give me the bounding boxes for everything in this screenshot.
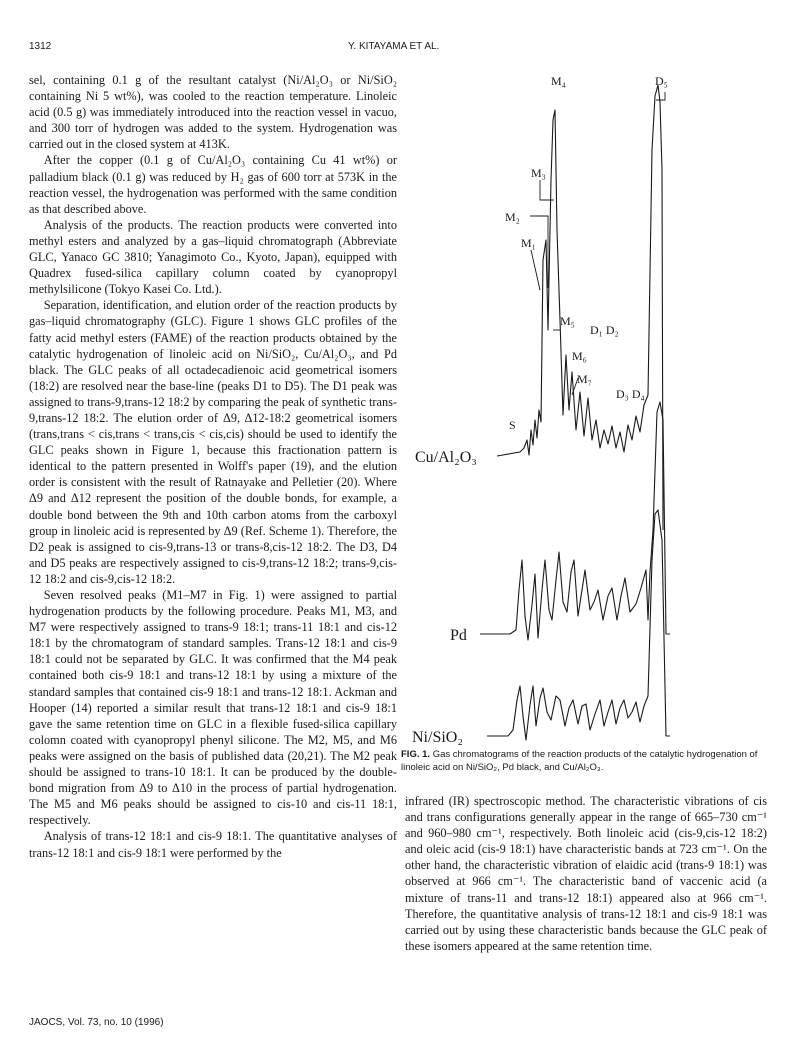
peak-label-d1-d2: D₁ D₂ (590, 323, 619, 337)
figure-caption-text: Gas chromatograms of the reaction products of the catalytic hydrogenation of linoleic acid on Ni/SiO₂, Pd black, and Cu/Al₂O₃. (401, 749, 758, 773)
paragraph: Seven resolved peaks (M1–M7 in Fig. 1) were assigned to partial hydrogenation products by the following procedure. Peaks M1, M3, and M7 were respectively assigned to trans-9 18:1; trans-11 18:1 and cis-12 18:1 by the chromatogram of standard samples. Trans-12 18:1 and cis-9 18:1 could not be separated by GLC. It was confirmed that the M4 peak contained both cis-9 18:1 and trans-12 18:1 by using a mixture of the standard samples that contained cis-9 18:1 and trans-12 18:1. Ackman and Hooper (14) reported a similar result that trans-12 18:1 and cis-9 18:1 gave the same retention time on GLC in a flexible fused-silica capillary colomn coated with cyanopropyl phenyl silicone. The M2, M5, and M6 peaks were assigned on the basis of published data (20,21). The M2 peak should be assigned to trans-10 18:1. It can be produced by the double-bond migration from Δ9 to Δ10 in the process of partial hydrogenation. The M5 and M6 peaks should be assigned to cis-10 and cis-11 18:1, respectively. (29, 588, 397, 828)
peak-label-s: S (509, 418, 516, 432)
peak-label-m6: M₆ (572, 349, 587, 363)
peak-label-m4: M₄ (551, 74, 566, 88)
journal-footer: JAOCS, Vol. 73, no. 10 (1996) (29, 1017, 164, 1028)
trace-label-cu: Cu/Al₂O₃ (415, 449, 477, 466)
chromatogram-trace-cu (497, 85, 663, 530)
right-column (405, 793, 767, 954)
peak-label-m7: M₇ (577, 372, 592, 386)
paragraph: Analysis of the products. The reaction products were converted into methyl esters and analyzed by a gas–liquid chromatograph (Abbreviate GLC, Yanaco GC 3810; Yanagimoto Co., Kyoto, Japan), equipped with Quadrex fused-silica capillary column coated by cyanopropyl methylsilicone (Tokyo Kasei Co. Ltd.). (29, 217, 397, 297)
peak-label-m2: M₂ (505, 210, 520, 224)
chromatogram-figure (400, 58, 780, 748)
peak-label-d3-d4: D₃ D₄ (616, 387, 645, 401)
figure-caption-label: FIG. 1. (401, 749, 431, 760)
chromatogram-trace-pd (480, 402, 670, 640)
running-head: Y. KITAYAMA ET AL. (348, 41, 440, 52)
paragraph: Analysis of trans-12 18:1 and cis-9 18:1. The quantitative analyses of trans-12 18:1 and cis-9 18:1 were performed by the (29, 829, 397, 860)
paragraph: Separation, identification, and elution order of the reaction products by gas–liquid chromatography (GLC). Figure 1 shows GLC profiles of the fatty acid methyl esters (FAME) of the reaction products obtained by the catalytic hydrogenation of linoleic acid on Ni/SiO₂, Cu/Al₂O₃, and Pd black. The GLC peaks of all octadecadienoic acid geometrical isomers (18:2) are resolved near the base-line (peaks D1 to D5). The D1 peak was assigned to trans-9,trans-12 18:2 by comparing the peak of synthetic trans-9,trans-12 18:2. The elution order of Δ9, Δ12-18:2 geometrical isomers (trans,trans < cis,trans < trans,cis < cis,cis) should be used to identify the GLC peaks shown in Figure 1, because this fractionation pattern is identical to the pattern presented in Wolff's paper (19), and the elution order is consistent with the result of Ratnayake and Pelletier (20). Where Δ9 and Δ12 represent the position of the double bonds, for example, a double bond between the 9th and 10th carbon atoms from the carboxyl group in linoleic acid is represented by Δ9 (Ref. Scheme 1). Therefore, the D2 peak is assigned to cis-9,trans-13 or trans-8,cis-12 18:2. The D3, D4 and D5 peaks are respectively assigned to cis-9,trans-12 18:2; trans-9,cis-12 18:2 and cis-9,cis-12 18:2. (29, 298, 397, 586)
page-number: 1312 (29, 41, 52, 52)
peak-label-m3: M₃ (531, 166, 546, 180)
paragraph: infrared (IR) spectroscopic method. The characteristic vibrations of cis and trans configurations generally appear in the range of 665–730 cm⁻¹ and 960–980 cm⁻¹, respectively. Both linoleic acid (cis-9,cis-12 18:2) and oleic acid (cis-9 18:1) have characteristic bands at 723 cm⁻¹. On the other hand, the characteristic vibration of elaidic acid (trans-9 18:1) was observed at 966 cm⁻¹. The characteristic band of vaccenic acid (a mixture of trans-11 and trans-12 18:1) appeared also at 966 cm⁻¹. Therefore, the quantitative analysis of trans-12 18:1 and cis-9 18:1 was carried out by using these characteristic bands because the GLC peak of these isomers appeared at the same retention time. (405, 794, 767, 953)
peak-label-m5: M₅ (560, 314, 575, 328)
leader-line-m2 (530, 216, 548, 288)
figure-caption (401, 748, 761, 774)
chromatogram-trace-ni (487, 510, 670, 740)
paragraph: After the copper (0.1 g of Cu/Al₂O₃ containing Cu 41 wt%) or palladium black (0.1 g) was reduced by H₂ gas of 600 torr at 573K in the reaction vessel, the hydrogenation was performed with the same condition as that described above. (29, 153, 397, 216)
peak-label-d5: D₅ (655, 74, 668, 88)
trace-label-pd: Pd (450, 627, 467, 644)
trace-label-ni: Ni/SiO₂ (412, 729, 463, 746)
leader-line-m3 (540, 180, 554, 200)
peak-label-m1: M₁ (521, 236, 536, 250)
left-column (29, 72, 397, 861)
leader-line-d5 (656, 92, 665, 100)
paragraph: sel, containing 0.1 g of the resultant catalyst (Ni/Al₂O₃ or Ni/SiO₂ containing Ni 5 wt%), was cooled to the reaction temperature. Linoleic acid (0.5 g) was immediately introduced into the reaction vessel in vacuo, and 300 torr of hydrogen was added to the system. Hydrogenation was carried out in the closed system at 413K. (29, 73, 397, 152)
leader-line-m1 (531, 250, 540, 290)
